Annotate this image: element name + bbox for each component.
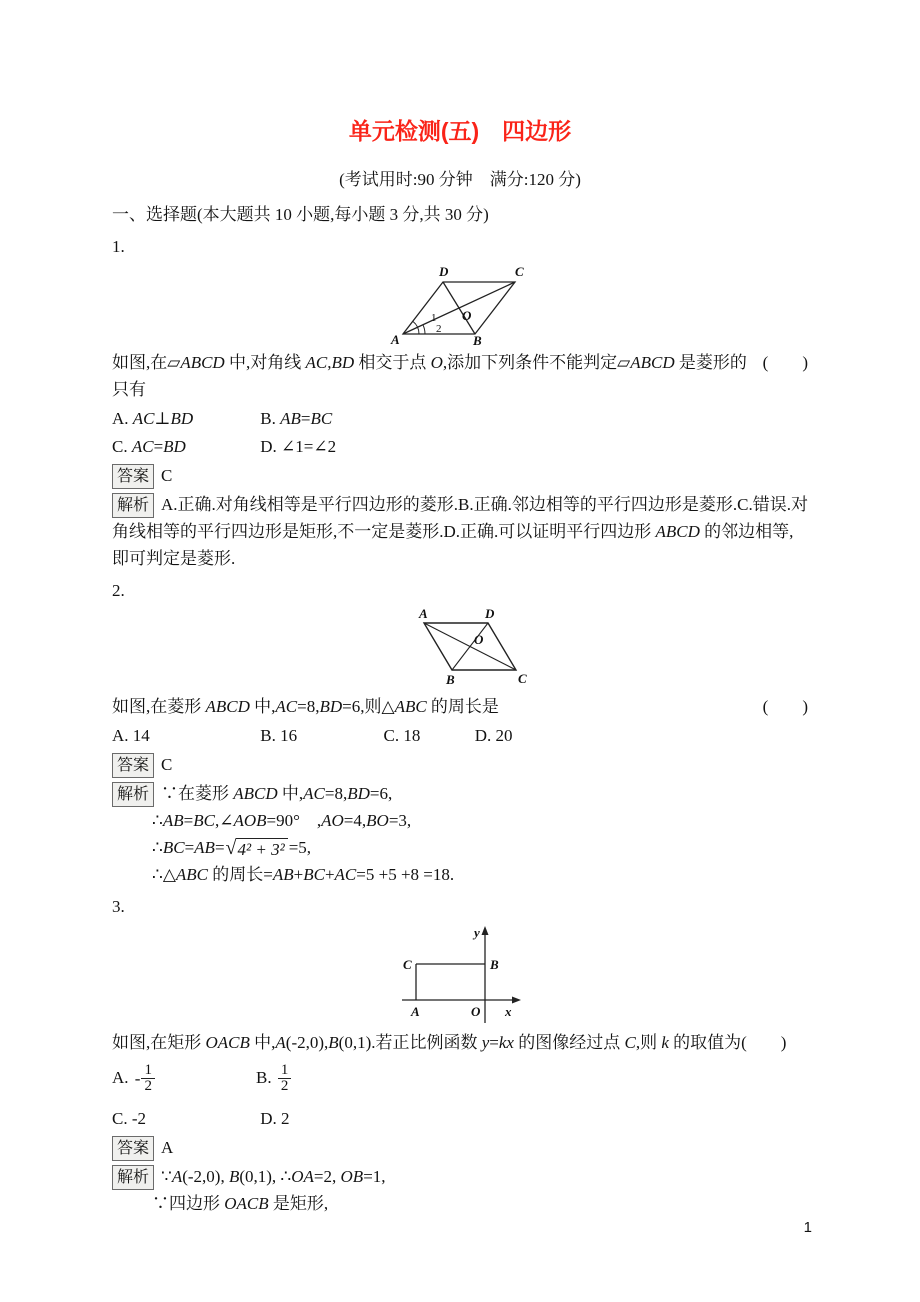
center-label-o: O — [462, 308, 472, 323]
question-1-figure — [112, 262, 808, 347]
vertex-label-b: B — [473, 333, 482, 347]
question-2-number: 2. — [112, 581, 125, 601]
question-1-answer: C — [161, 466, 173, 486]
vertex-label-d: D — [439, 264, 449, 279]
question-3-analysis-line-2: ∵四边形 OACB 是矩形, — [152, 1194, 329, 1214]
question-1-number: 1. — [112, 237, 125, 256]
question-2-analysis-line-1: ∵在菱形 ABCD 中,AC=8,BD=6, — [161, 783, 393, 803]
question-2-option-d: D. 20 — [474, 725, 513, 745]
question-2-option-c: C. 18 — [383, 725, 421, 745]
question-3-option-a: A. - 1 2 — [112, 1063, 256, 1096]
page-number: 1 — [803, 1219, 812, 1236]
question-2-stem: 如图,在菱形 ABCD 中,AC=8,BD=6,则△ABC 的周长是 — [112, 697, 499, 717]
vertex-label-a: A — [411, 1003, 420, 1019]
question-2-answer: C — [161, 754, 173, 774]
angle-label-1: 1 — [431, 312, 437, 324]
angle-label-2: 2 — [436, 323, 442, 335]
vertex-label-c: C — [515, 264, 524, 279]
question-3-analysis-line-1: ∵A(-2,0), B(0,1), ∴OA=2, OB=1, — [161, 1167, 386, 1187]
question-3-figure — [112, 922, 808, 1027]
question-3-stem: 如图,在矩形 OACB 中,A(-2,0),B(0,1).若正比例函数 y=kx 的图像经过点 C,则 k 的取值为( ) — [112, 1032, 787, 1052]
answer-label: 答案 — [112, 753, 154, 778]
angle-arc-2 — [423, 325, 425, 334]
question-3-answer: A — [161, 1138, 174, 1158]
coordinate-diagram — [390, 922, 530, 1027]
question-2-option-b: B. 16 — [260, 725, 298, 745]
origin-label-o: O — [471, 1003, 481, 1019]
question-3-option-c: C. -2 — [112, 1109, 146, 1129]
vertex-label-c: C — [403, 956, 412, 972]
y-axis-arrow — [482, 926, 489, 935]
vertex-label-b: B — [446, 672, 455, 688]
question-1-stem: 如图,在▱ABCD 中,对角线 AC,BD 相交于点 O,添加下列条件不能判定▱ABCD 是菱形的只有 — [112, 353, 747, 399]
question-1-answer-bracket: ( ) — [762, 353, 808, 372]
question-2-analysis-line-3: ∴BC=AB= √ 4² + 3² =5, — [152, 837, 312, 860]
axis-label-x: x — [505, 1003, 512, 1019]
question-2-answer-bracket: ( ) — [762, 697, 808, 717]
question-3-option-d: D. 2 — [260, 1109, 290, 1129]
analysis-label: 解析 — [112, 782, 154, 807]
analysis-label: 解析 — [112, 1165, 154, 1190]
answer-label: 答案 — [112, 1136, 154, 1161]
vertex-label-b: B — [490, 956, 499, 972]
parallelogram-diagram — [385, 262, 535, 347]
rhombus-diagram — [384, 606, 536, 691]
question-3-number: 3. — [112, 896, 125, 916]
page-title: 单元检测(五) 四边形 — [348, 118, 572, 144]
question-1-option-d: D. ∠1=∠2 — [260, 437, 337, 457]
question-2-analysis-line-2: ∴AB=BC,∠AOB=90° ,AO=4,BO=3, — [152, 810, 412, 830]
vertex-label-a: A — [419, 606, 428, 622]
question-1-option-b: B. AB=BC — [260, 408, 333, 428]
question-2-figure — [112, 606, 808, 691]
vertex-label-a: A — [391, 332, 400, 347]
vertex-label-c: C — [518, 671, 527, 687]
question-2-analysis-line-4: ∴△ABC 的周长=AB+BC+AC=5 +5 +8 =18. — [152, 864, 455, 884]
question-1-option-c: C. AC=BD — [112, 437, 186, 457]
exam-info: (考试用时:90 分钟 满分:120 分) — [339, 170, 581, 189]
axis-label-y: y — [474, 924, 480, 940]
x-axis-arrow — [512, 996, 521, 1003]
question-1-analysis: A.正确.对角线相等是平行四边形的菱形.B.正确.邻边相等的平行四边形是菱形.C.错误.对角线相等的平行四边形是矩形,不一定是菱形.D.正确.可以证明平行四边形 ABCD 的邻边相等,即可判定是菱形. — [112, 495, 808, 569]
section-heading: 一、选择题(本大题共 10 小题,每小题 3 分,共 30 分) — [112, 205, 489, 224]
vertex-label-d: D — [485, 606, 495, 622]
question-2-option-a: A. 14 — [112, 725, 150, 745]
question-3-option-b: B. 1 2 — [256, 1063, 293, 1096]
question-1-option-a: A. AC⊥BD — [112, 408, 194, 428]
analysis-label: 解析 — [112, 493, 154, 518]
center-label-o: O — [474, 632, 484, 648]
answer-label: 答案 — [112, 464, 154, 489]
